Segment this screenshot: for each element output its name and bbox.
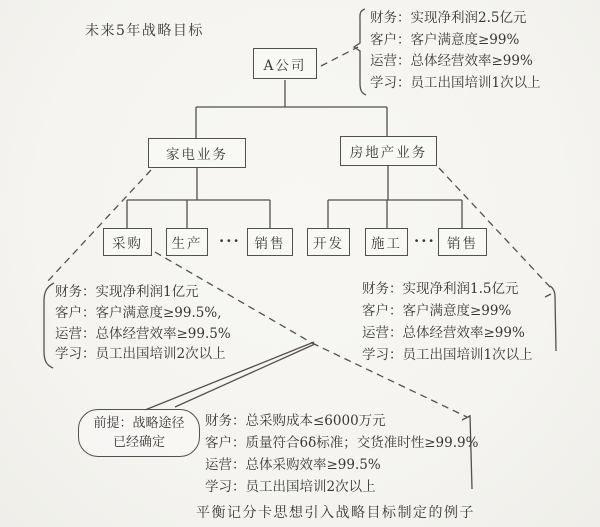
premise-callout-bubble <box>78 409 200 457</box>
diagram-caption: 平衡记分卡思想引入战略目标制定的例子 <box>196 505 475 521</box>
org-root-box: A公司 <box>253 48 317 79</box>
org-units-ellipsis-left: ··· <box>219 232 241 250</box>
scorecard-line-operations: 运营：总体经营效率≥99% <box>362 325 525 341</box>
scorecard-appliance <box>55 282 231 365</box>
scorecard-line-customer: 客户：客户满意度≥99% <box>362 303 512 319</box>
diagram-note: 未来5年战略目标 <box>85 23 204 39</box>
scorecard-line-learning: 学习：员工出国培训2次以上 <box>205 479 376 495</box>
scorecard-company <box>370 8 541 94</box>
dashed-link-company <box>321 47 358 66</box>
scorecard-line-finance: 财务：实现净利润1.5亿元 <box>362 281 519 297</box>
org-unit-development-box: 开发 <box>307 228 350 256</box>
org-division-realestate-box: 房地产业务 <box>340 136 437 166</box>
org-unit-production-box: 生产 <box>166 228 208 256</box>
scorecard-line-operations: 运营：总体经营效率≥99.5% <box>55 325 231 342</box>
scorecard-line-finance: 财务：总采购成本≤6000万元 <box>205 413 386 429</box>
scorecard-line-operations: 运营：总体经营效率≥99% <box>370 53 533 69</box>
scorecard-line-finance: 财务：实现净利润1亿元 <box>55 284 199 300</box>
dashed-link-appliance <box>47 170 151 282</box>
scorecard-realestate <box>362 278 533 366</box>
scorecard-line-finance: 财务：实现净利润2.5亿元 <box>370 10 527 26</box>
scorecard-line-learning: 学习：员工出国培训1次以上 <box>370 74 541 91</box>
bracket-realestate <box>550 286 556 351</box>
scorecard-line-learning: 学习：员工出国培训2次以上 <box>55 346 226 363</box>
bracket-realestate-tick <box>545 294 551 297</box>
org-unit-sales-left-box: 销售 <box>247 228 293 256</box>
scorecard-line-customer: 客户：客户满意度≥99% <box>370 31 520 48</box>
scorecard-line-operations: 运营：总体采购效率≥99.5% <box>205 457 381 473</box>
bracket-company <box>354 9 366 95</box>
scorecard-line-customer: 客户：质量符合6δ标准；交货准时性≥99.9% <box>205 435 479 451</box>
premise-line: 已经确定 <box>112 435 165 450</box>
bracket-appliance <box>44 283 54 368</box>
scorecard-line-customer: 客户：客户满意度≥99.5%, <box>55 304 222 321</box>
premise-line: 前提：战略途径 <box>93 416 185 431</box>
scorecard-procurement <box>205 410 478 498</box>
scorecard-line-learning: 学习：员工出国培训1次以上 <box>362 347 533 363</box>
org-unit-construction-box: 施工 <box>365 228 408 256</box>
org-division-appliance-box: 家电业务 <box>148 138 246 168</box>
org-unit-sales-right-box: 销售 <box>438 228 487 256</box>
org-units-ellipsis-right: ··· <box>414 232 436 250</box>
org-unit-procurement-box: 采购 <box>103 228 152 256</box>
